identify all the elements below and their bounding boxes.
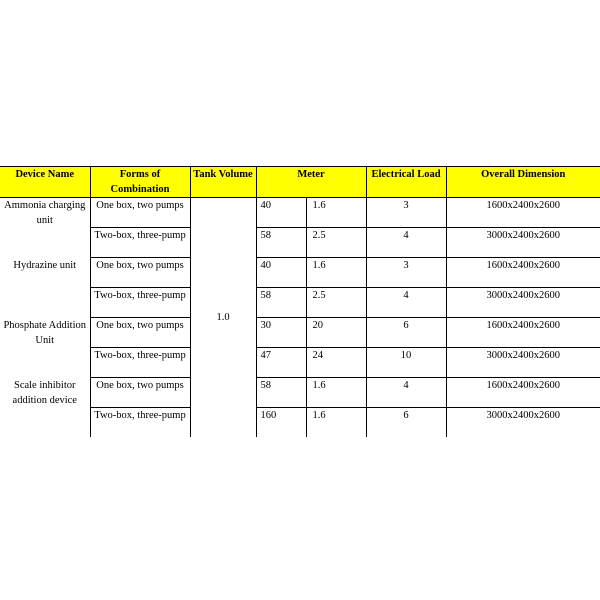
meter-b-cell: 1.6 bbox=[306, 408, 366, 438]
meter-a-cell: 160 bbox=[256, 408, 306, 438]
dimension-cell: 3000x2400x2600 bbox=[446, 228, 600, 258]
form-cell: Two-box, three-pump bbox=[90, 348, 190, 378]
meter-b-cell: 24 bbox=[306, 348, 366, 378]
meter-a-cell: 58 bbox=[256, 288, 306, 318]
meter-b-cell: 1.6 bbox=[306, 258, 366, 288]
header-electrical-load: Electrical Load bbox=[366, 167, 446, 198]
meter-a-cell: 58 bbox=[256, 378, 306, 408]
device-name-cell: Ammonia charging unit bbox=[4, 200, 86, 226]
meter-a-cell: 58 bbox=[256, 228, 306, 258]
table-row bbox=[0, 348, 600, 378]
form-cell: One box, two pumps bbox=[90, 258, 190, 288]
load-cell: 10 bbox=[366, 348, 446, 378]
device-spec-table bbox=[0, 166, 600, 437]
meter-b-cell: 1.6 bbox=[306, 378, 366, 408]
form-cell: Two-box, three-pump bbox=[90, 408, 190, 438]
table-row bbox=[0, 318, 600, 348]
device-name-cell: Scale inhibitor addition device bbox=[12, 379, 77, 406]
table-row bbox=[0, 408, 600, 438]
meter-b-cell: 2.5 bbox=[306, 228, 366, 258]
meter-a-cell: 40 bbox=[256, 258, 306, 288]
dimension-cell: 1600x2400x2600 bbox=[446, 198, 600, 228]
meter-b-cell: 2.5 bbox=[306, 288, 366, 318]
load-cell: 6 bbox=[366, 408, 446, 438]
device-name-cell: Hydrazine unit bbox=[13, 259, 77, 271]
load-cell: 6 bbox=[366, 318, 446, 348]
meter-b-cell: 20 bbox=[306, 318, 366, 348]
table-row bbox=[0, 198, 600, 228]
meter-a-cell: 47 bbox=[256, 348, 306, 378]
dimension-cell: 3000x2400x2600 bbox=[446, 408, 600, 438]
form-cell: Two-box, three-pump bbox=[90, 228, 190, 258]
meter-a-cell: 40 bbox=[256, 198, 306, 228]
table-row bbox=[0, 288, 600, 318]
meter-b-cell: 1.6 bbox=[306, 198, 366, 228]
header-overall-dimension: Overall Dimension bbox=[446, 167, 600, 198]
tank-volume-cell: 1.0 bbox=[190, 198, 256, 438]
header-forms-of-combination: Forms of Combination bbox=[90, 167, 190, 198]
header-device-name: Device Name bbox=[0, 167, 90, 198]
meter-a-cell: 30 bbox=[256, 318, 306, 348]
dimension-cell: 3000x2400x2600 bbox=[446, 348, 600, 378]
header-row bbox=[0, 167, 600, 198]
dimension-cell: 1600x2400x2600 bbox=[446, 258, 600, 288]
form-cell: One box, two pumps bbox=[90, 198, 190, 228]
device-name-cell: Phosphate Addition Unit bbox=[3, 319, 87, 346]
load-cell: 4 bbox=[366, 228, 446, 258]
table-row bbox=[0, 258, 600, 288]
dimension-cell: 1600x2400x2600 bbox=[446, 378, 600, 408]
table-row bbox=[0, 378, 600, 408]
dimension-cell: 3000x2400x2600 bbox=[446, 288, 600, 318]
form-cell: One box, two pumps bbox=[90, 318, 190, 348]
load-cell: 3 bbox=[366, 198, 446, 228]
header-meter: Meter bbox=[256, 167, 366, 198]
load-cell: 4 bbox=[366, 288, 446, 318]
load-cell: 3 bbox=[366, 258, 446, 288]
header-tank-volume: Tank Volume bbox=[190, 167, 256, 198]
form-cell: Two-box, three-pump bbox=[90, 288, 190, 318]
dimension-cell: 1600x2400x2600 bbox=[446, 318, 600, 348]
load-cell: 4 bbox=[366, 378, 446, 408]
form-cell: One box, two pumps bbox=[90, 378, 190, 408]
table-row bbox=[0, 228, 600, 258]
